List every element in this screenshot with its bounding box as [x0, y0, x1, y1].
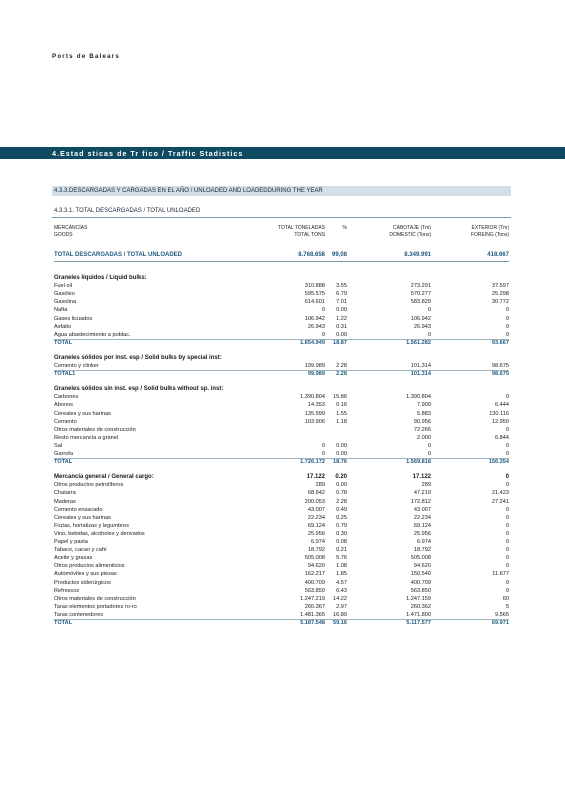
table-cell: Garrofa — [54, 451, 73, 457]
table-cell: Otros materiales de construcción — [54, 426, 136, 433]
table-cell: 0 — [321, 307, 325, 314]
table-cell: 0.16 — [336, 402, 347, 409]
table-cell: 0 — [505, 331, 509, 338]
table-cell: 69.971 — [491, 620, 509, 626]
table-cell: Cereales y sus harinas — [54, 514, 111, 521]
table-cell: 0 — [505, 482, 509, 489]
table-cell: 0 — [505, 307, 509, 314]
table-cell: Automóviles y sus piezas — [54, 571, 117, 578]
table-cell: Nafta — [54, 307, 68, 314]
table-cell: 90.956 — [413, 418, 431, 425]
table-cell: 25.956 — [413, 530, 431, 537]
table-cell: 505.008 — [410, 555, 431, 562]
table-cell: 0 — [321, 442, 325, 449]
table-cell: 5.117.577 — [406, 620, 431, 626]
table-row — [54, 450, 511, 458]
table-cell: 0 — [505, 514, 509, 521]
table-cell: 0.25 — [336, 514, 347, 521]
table-cell: Fuel oil — [54, 283, 73, 290]
table-cell: 7.909 — [417, 402, 431, 409]
table-row — [54, 554, 511, 562]
table-cell: 505.008 — [304, 555, 325, 562]
table-cell: 200.053 — [304, 498, 325, 505]
table-row — [54, 418, 511, 426]
table-cell: 563.850 — [304, 587, 325, 594]
table-row — [54, 562, 511, 570]
table-cell: 101.314 — [410, 371, 431, 378]
table-cell: 4.57 — [336, 579, 347, 586]
table-cell: 260.367 — [304, 603, 325, 610]
table-cell: 0 — [505, 451, 509, 457]
column-header-foreign: EXTERIOR (Tm) FOREING (Tons) — [470, 225, 509, 238]
table-row — [54, 315, 511, 323]
table-cell: 18.792 — [307, 547, 325, 554]
table-row — [54, 393, 511, 401]
table-cell: Maderas — [54, 498, 76, 505]
table-cell: 2.28 — [336, 498, 347, 505]
table-cell: 1.18 — [336, 418, 347, 425]
table-cell: 30.772 — [491, 299, 509, 306]
table-group-header — [54, 354, 511, 362]
table-cell: 0.21 — [336, 547, 347, 554]
table-cell: 98.675 — [491, 363, 509, 369]
table-cell: Gasóleo — [54, 291, 75, 298]
table-cell: 0.78 — [336, 490, 347, 497]
table-cell: 156.354 — [488, 459, 509, 466]
table-cell: 0 — [427, 307, 431, 314]
table-cell: 1.481.365 — [300, 611, 325, 618]
table-cell: 289 — [421, 482, 431, 489]
table-cell: 162.217 — [304, 571, 325, 578]
table-cell: Sal — [54, 442, 63, 449]
table-row — [54, 481, 511, 489]
table-cell: 25.956 — [307, 530, 325, 537]
table-cell: 150.540 — [410, 571, 431, 578]
table-cell: 6.974 — [417, 539, 431, 545]
table-cell: 400.709 — [304, 579, 325, 586]
table-cell: 0 — [505, 539, 509, 545]
table-cell: Taras elementos portadores ro-ro — [54, 603, 137, 610]
table-cell: 2.28 — [336, 371, 347, 378]
table-cell: 2.000 — [417, 434, 431, 441]
table-cell: 6.844 — [495, 434, 509, 441]
table-cell: 2.97 — [336, 603, 347, 610]
table-cell: 1.55 — [336, 410, 347, 417]
table-cell: 14.22 — [333, 595, 347, 602]
table-cell: Resto mercancía a granel — [54, 434, 119, 441]
table-cell: 5 — [505, 603, 509, 610]
table-cell: 260.362 — [410, 603, 431, 610]
table-total-row — [54, 458, 511, 466]
table-cell: 103.906 — [304, 418, 325, 425]
table-cell: 310.888 — [304, 283, 325, 290]
table-cell: 0.31 — [336, 323, 347, 330]
table-cell: Otros materiales de construcción — [54, 595, 136, 602]
table-cell: 0 — [505, 426, 509, 433]
table-row — [54, 595, 511, 603]
table-cell: 400.709 — [410, 579, 431, 586]
table-row — [54, 426, 511, 434]
table-cell: Carbones — [54, 394, 79, 401]
table-cell: 0 — [505, 315, 509, 322]
table-cell: 172.812 — [410, 498, 431, 505]
table-group-header — [54, 385, 511, 393]
table-cell: Chatarra — [54, 490, 76, 497]
table-cell: 5.883 — [417, 410, 431, 417]
table-cell: 69.124 — [413, 522, 431, 529]
table-cell: 0.49 — [336, 506, 347, 513]
table-cell: Cemento — [54, 418, 77, 425]
table-cell: 101.314 — [410, 363, 431, 369]
table-cell: 43.007 — [307, 506, 325, 513]
column-header-domestic: CABOTAJE (Tm) DOMESTIC (Tons) — [389, 225, 431, 238]
table-cell: 1.85 — [336, 571, 347, 578]
table-cell: 18.76 — [333, 459, 347, 466]
table-cell: 106.942 — [410, 315, 431, 322]
table-row — [54, 410, 511, 418]
table-row — [54, 401, 511, 409]
table-group-header — [54, 473, 511, 481]
table-cell: 0 — [505, 323, 509, 330]
table-cell: 1.247.219 — [300, 595, 325, 602]
table-cell: 0 — [505, 394, 509, 401]
table-cell: 94.620 — [413, 563, 431, 570]
table-cell: 26.943 — [307, 323, 325, 330]
table-cell: TOTAL DESCARGADAS / TOTAL UNLOADED — [54, 252, 183, 258]
table-cell: 12.950 — [491, 418, 509, 425]
column-header-goods: MERCANCÍAS GOODS — [54, 225, 88, 238]
table-cell: 1.654.949 — [300, 339, 325, 346]
table-row — [54, 323, 511, 331]
table-cell: Gasolina — [54, 299, 77, 306]
table-row — [54, 603, 511, 611]
table-cell: 0.00 — [336, 451, 347, 457]
table-row — [54, 298, 511, 306]
table-cell: 99,08 — [331, 252, 347, 258]
table-cell: 21.423 — [491, 490, 509, 497]
column-header-total-tons: TOTAL TONELADAS TOTAL TONS — [278, 225, 325, 238]
table-cell: 0 — [505, 474, 509, 481]
table-cell: 8.768.658 — [298, 252, 325, 258]
table-cell: 26.943 — [413, 323, 431, 330]
table-cell: 15.86 — [333, 394, 347, 401]
table-cell: 0.20 — [335, 474, 347, 481]
table-cell: 0 — [505, 555, 509, 562]
table-cell: 93.667 — [491, 339, 509, 346]
table-row — [54, 306, 511, 314]
table-cell: 99.989 — [307, 371, 325, 378]
table-cell: Agua abastecimiento a poblac. — [54, 331, 131, 338]
table-total-row — [54, 339, 511, 347]
table-cell: Abonos — [54, 402, 73, 409]
table-cell: 68.642 — [307, 490, 325, 497]
table-cell: 289 — [315, 482, 325, 489]
table-cell: TOTAL1 — [54, 371, 76, 378]
table-cell: 0.30 — [336, 530, 347, 537]
table-subtitle-bar — [52, 208, 511, 218]
table-row — [54, 522, 511, 530]
table-cell: 18.87 — [333, 339, 347, 346]
table-cell: 5.187.548 — [300, 620, 325, 626]
table-cell: 22.234 — [307, 514, 325, 521]
section-title: 4.Estad sticas de Tr fico / Traffic Stadistics — [52, 148, 244, 158]
table-cell: 16.89 — [333, 611, 347, 618]
table-cell: Graneles sólidos por inst. esp / Solid bulks by special inst: — [54, 354, 222, 361]
table-title-bar — [52, 186, 511, 196]
table-cell: 7.01 — [336, 299, 347, 306]
table-cell: 18.792 — [413, 547, 431, 554]
table-cell: 0 — [321, 451, 325, 457]
table-row — [54, 282, 511, 290]
table-cell: 9.565 — [495, 611, 509, 618]
table-row — [54, 546, 511, 554]
table-cell: 0 — [505, 587, 509, 594]
table-cell: 570.277 — [410, 291, 431, 298]
table-cell: 135.999 — [304, 410, 325, 417]
table-total-row — [54, 251, 511, 259]
table-cell: 418.667 — [487, 252, 509, 258]
table-row — [54, 434, 511, 442]
table-cell: Tabaco, cacao y café — [54, 547, 107, 554]
table-cell: 17.122 — [306, 474, 325, 481]
table-cell: 614.601 — [304, 299, 325, 306]
table-row — [54, 290, 511, 298]
table-cell: 60 — [502, 595, 509, 602]
table-row — [54, 489, 511, 497]
table-cell: 6.974 — [311, 539, 325, 545]
table-cell: 0 — [427, 331, 431, 338]
table-cell: 1.390.804 — [406, 394, 431, 401]
table-cell: 94.620 — [307, 563, 325, 570]
table-row — [54, 530, 511, 538]
table-cell: 0.00 — [336, 482, 347, 489]
table-row — [54, 579, 511, 587]
table-cell: 0 — [427, 451, 431, 457]
table-cell: 1.390.804 — [300, 394, 325, 401]
table-cell: Otros productos alimenticios — [54, 563, 125, 570]
table-total-row — [54, 370, 511, 378]
table-row — [54, 514, 511, 522]
table-cell: 0 — [505, 506, 509, 513]
table-cell: 11.677 — [492, 571, 509, 578]
table-cell: Asfalto — [54, 323, 72, 330]
brand-name: Ports de Balears — [52, 53, 121, 60]
table-cell: 0 — [505, 530, 509, 537]
table-cell: Aceite y grasas — [54, 555, 93, 562]
table-cell: 37.597 — [491, 283, 509, 290]
table-cell: 1.247.159 — [406, 595, 431, 602]
table-cell: 0 — [505, 547, 509, 554]
table-cell: 0 — [505, 563, 509, 570]
table-cell: Cereales y sus harinas — [54, 410, 111, 417]
table-cell: 25.298 — [491, 291, 509, 298]
table-cell: 0 — [505, 522, 509, 529]
table-cell: Mercancía general / General cargo: — [54, 474, 154, 481]
table-cell: 1.561.282 — [406, 339, 431, 346]
table-cell: 563.850 — [410, 587, 431, 594]
table-cell: 130.116 — [489, 410, 509, 417]
table-row — [54, 498, 511, 506]
table-cell: 0.08 — [336, 539, 347, 545]
table-cell: Cemento ensacado — [54, 506, 103, 513]
table-cell: Refrescos — [54, 587, 80, 594]
table-cell: 0.00 — [336, 442, 347, 449]
table-row — [54, 538, 511, 546]
table-total-row — [54, 619, 511, 627]
table-cell: 27.241 — [491, 498, 509, 505]
table-cell: 106.942 — [304, 315, 325, 322]
table-cell: 0 — [505, 579, 509, 586]
table-group-header — [54, 274, 511, 282]
table-cell: 6.43 — [336, 587, 347, 594]
table-cell: 1.08 — [336, 563, 347, 570]
table-cell: Cemento y clinker — [54, 363, 99, 369]
table-cell: 8.349.991 — [404, 252, 431, 258]
table-cell: 199.989 — [304, 363, 325, 369]
section-banner — [0, 147, 565, 159]
table-cell: 22.234 — [413, 514, 431, 521]
table-row — [54, 506, 511, 514]
table-cell: 1.22 — [336, 315, 347, 322]
table-cell: 5.76 — [336, 555, 347, 562]
table-cell: 0 — [505, 442, 509, 449]
table-row — [54, 331, 511, 339]
table-cell: Taras contenedores — [54, 611, 104, 618]
table-cell: 43.007 — [413, 506, 431, 513]
table-cell: 2.28 — [336, 363, 347, 369]
table-cell: 3.55 — [336, 283, 347, 290]
table-cell: 1.569.818 — [406, 459, 431, 466]
table-row — [54, 442, 511, 450]
table-cell: Otros productos petrolíferos — [54, 482, 124, 489]
table-cell: Graneles líquidos / Líquid bulks: — [54, 275, 147, 281]
table-cell: Vino, bebidas, alcoholes y derivados — [54, 530, 145, 537]
table-title: 4.3.3.DESCARGADAS Y CARGADAS EN EL AÑO / UNLOADED AND LOADEDDURING THE YEAR — [54, 187, 323, 194]
table-cell: 98.675 — [491, 371, 509, 378]
table-cell: 14.353 — [307, 402, 325, 409]
table-row — [54, 570, 511, 578]
table-cell: Papel y pasta — [54, 539, 88, 545]
table-cell: 0.79 — [336, 522, 347, 529]
table-cell: 6.79 — [336, 291, 347, 298]
table-cell: 72.266 — [413, 426, 431, 433]
table-cell: 69.124 — [307, 522, 325, 529]
table-cell: 583.829 — [410, 299, 431, 306]
table-cell: 595.575 — [304, 291, 325, 298]
table-cell: 1.471.800 — [406, 611, 431, 618]
table-cell: 17.122 — [412, 474, 431, 481]
table-cell: 6.444 — [495, 402, 509, 409]
table-cell: 273.291 — [410, 283, 431, 290]
table-cell: 0 — [427, 442, 431, 449]
table-cell: TOTAL — [54, 620, 73, 626]
table-row — [54, 587, 511, 595]
table-cell: 1.726.172 — [300, 459, 325, 466]
table-cell: Productos siderúrgicos — [54, 579, 111, 586]
table-cell: 0 — [321, 331, 325, 338]
column-header-percent: % — [342, 225, 347, 231]
table-cell: 0.00 — [336, 331, 347, 338]
table-cell: 47.219 — [413, 490, 431, 497]
table-cell: 59.16 — [333, 620, 347, 626]
table-subtitle: 4.3.3.1. TOTAL DESCARGADAS / TOTAL UNLOADED — [54, 208, 201, 214]
table-cell: Frutas, hortalizas y legumbres — [54, 522, 129, 529]
table-cell: TOTAL — [54, 459, 73, 466]
table-cell: Gases licuados — [54, 315, 93, 322]
table-row — [54, 362, 511, 370]
table-cell: Graneles sólidos sin inst. esp / Solid bulks without sp. inst: — [54, 386, 224, 393]
table-cell: 0.00 — [336, 307, 347, 314]
table-cell: TOTAL — [54, 339, 73, 346]
table-row — [54, 611, 511, 619]
